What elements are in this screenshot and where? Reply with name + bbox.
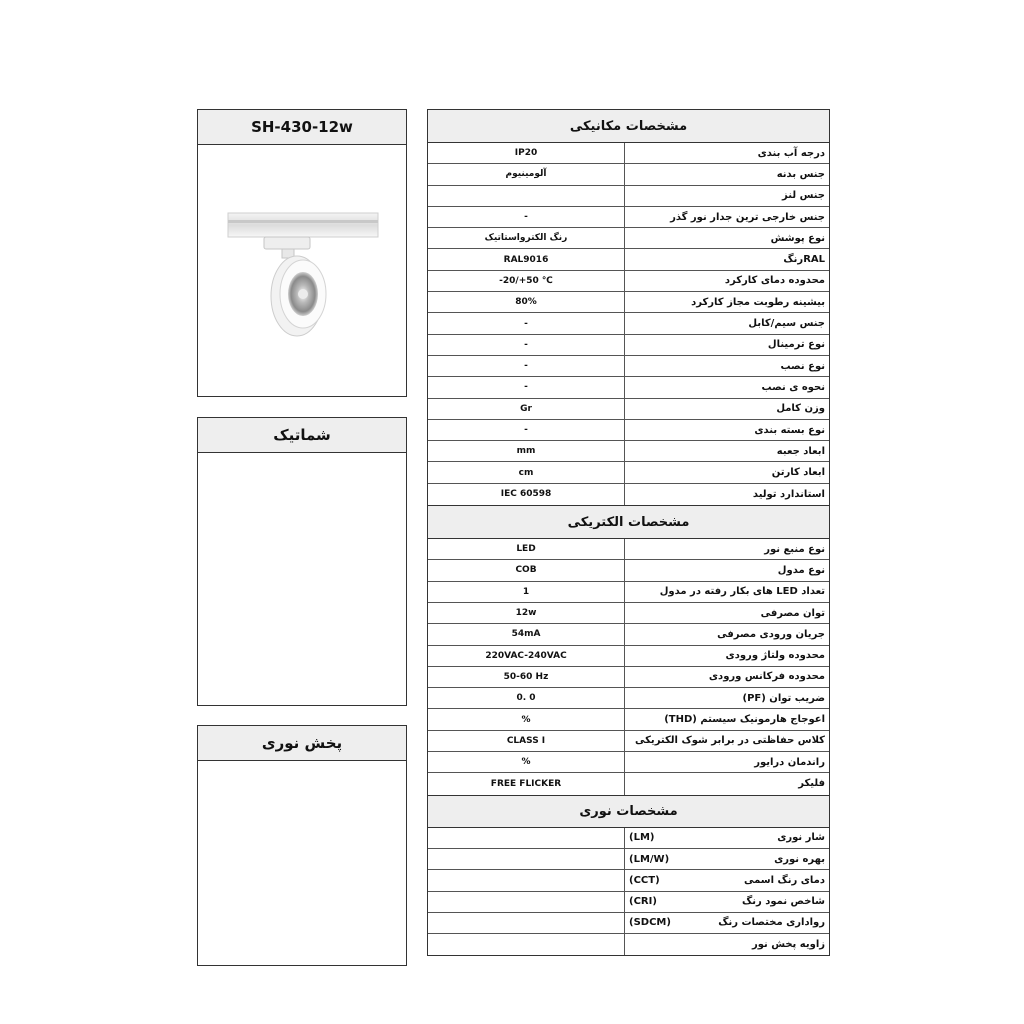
spec-label-cell (625, 560, 829, 580)
optical-row (428, 849, 829, 870)
spec-label-cell (625, 709, 829, 729)
mechanical-row (428, 377, 829, 398)
mechanical-row (428, 186, 829, 207)
spec-label: نوع منبع نور (764, 543, 825, 555)
spec-label-cell (625, 828, 829, 848)
spec-label: زاویه پخش نور (751, 939, 825, 951)
mechanical-row (428, 484, 829, 505)
spec-label: ابعاد کارتن (771, 467, 825, 479)
spec-label: جنس بدنه (776, 168, 825, 180)
electrical-row (428, 582, 829, 603)
spec-label: بیشینه رطوبت مجاز کارکرد (691, 296, 825, 308)
spec-label-cell (625, 484, 829, 505)
spec-label: نحوه ی نصب (761, 381, 825, 393)
spec-label-cell (625, 603, 829, 623)
spec-value: 0. 0 (428, 688, 625, 708)
spec-label-cell (625, 646, 829, 666)
spec-value (428, 849, 625, 869)
spec-value: % (428, 709, 625, 729)
spec-label: اعوجاج هارمونیک سیستم (THD) (664, 714, 825, 726)
mechanical-row (428, 399, 829, 420)
spec-value (428, 870, 625, 890)
spec-label-cell (625, 731, 829, 751)
spec-label: تعداد LED های بکار رفته در مدول (659, 586, 825, 598)
spec-value: CLASS I (428, 731, 625, 751)
spec-value: 1 (428, 582, 625, 602)
spec-label: دمای رنگ اسمی (743, 874, 825, 886)
spec-value: 50-60 Hz (428, 667, 625, 687)
spec-label-cell (625, 377, 829, 397)
spec-label: نوع پوشش (770, 232, 825, 244)
spec-value: - (428, 207, 625, 227)
optical-row (428, 892, 829, 913)
spec-value: FREE FLICKER (428, 773, 625, 794)
electrical-row (428, 667, 829, 688)
spec-label: توان مصرفی (760, 607, 825, 619)
optical-row (428, 934, 829, 955)
spec-value: - (428, 420, 625, 440)
spec-label: جنس سیم/کابل (748, 318, 825, 330)
spec-label: محدوده فرکانس ورودی (708, 671, 825, 683)
spec-value (428, 828, 625, 848)
spec-unit: (CRI) (629, 896, 657, 908)
spec-label-cell (625, 752, 829, 772)
spec-label: جنس لنز (782, 190, 825, 202)
spec-value: رنگ الکترواستاتیک (428, 228, 625, 248)
spec-label-cell (625, 399, 829, 419)
spec-label-cell (625, 441, 829, 461)
electrical-section-title: مشخصات الکتریکی (428, 505, 829, 539)
spec-unit: (LM) (629, 832, 655, 844)
spec-value: % (428, 752, 625, 772)
electrical-row (428, 603, 829, 624)
mechanical-row (428, 143, 829, 164)
spec-label-cell (625, 913, 829, 933)
spec-label-cell (625, 688, 829, 708)
spec-value: آلومینیوم (428, 164, 625, 184)
spec-label-cell (625, 207, 829, 227)
spec-label-cell (625, 539, 829, 559)
mechanical-row (428, 462, 829, 483)
spec-label-cell (625, 582, 829, 602)
mechanical-row (428, 335, 829, 356)
product-photo (198, 144, 406, 396)
spec-label: فلیکر (798, 778, 825, 790)
spec-value: IEC 60598 (428, 484, 625, 505)
spec-value (428, 913, 625, 933)
spec-value: 80% (428, 292, 625, 312)
spec-label-cell (625, 292, 829, 312)
spec-label-cell (625, 934, 829, 955)
spec-label: محدوده ولتاژ ورودی (725, 650, 825, 662)
spec-label-cell (625, 249, 829, 269)
spec-value: IP20 (428, 143, 625, 163)
mechanical-row (428, 356, 829, 377)
spec-label-cell (625, 462, 829, 482)
spec-value (428, 934, 625, 955)
spec-label: بهره نوری (774, 853, 825, 865)
spec-value: 12w (428, 603, 625, 623)
spec-label-cell (625, 870, 829, 890)
mechanical-row (428, 228, 829, 249)
mechanical-row (428, 271, 829, 292)
spec-label: شار نوری (777, 832, 825, 844)
spec-label: راندمان درایور (754, 756, 825, 768)
mechanical-row (428, 420, 829, 441)
optical-rows (428, 828, 829, 956)
spec-label-cell (625, 164, 829, 184)
spec-value: LED (428, 539, 625, 559)
electrical-row (428, 624, 829, 645)
electrical-row (428, 773, 829, 794)
spec-label: شاخص نمود رنگ (741, 896, 825, 908)
optical-row (428, 913, 829, 934)
spec-label: ضریب توان (PF) (742, 692, 825, 704)
electrical-row (428, 688, 829, 709)
spec-label: رواداری مختصات رنگ (718, 917, 825, 929)
electrical-rows (428, 539, 829, 795)
spec-label: جریان ورودی مصرفی (717, 628, 825, 640)
spec-label: RALرنگ (783, 254, 825, 266)
spec-value: - (428, 356, 625, 376)
spec-label: نوع ترمینال (767, 339, 825, 351)
spec-label-cell (625, 773, 829, 794)
spec-value: COB (428, 560, 625, 580)
spec-unit: (SDCM) (629, 917, 671, 929)
spec-label-cell (625, 335, 829, 355)
schematic-title: شماتیک (198, 418, 406, 453)
spec-value: - (428, 313, 625, 333)
spec-value: -20/+50 ℃ (428, 271, 625, 291)
spec-label: جنس خارجی ترین جدار نور گذر (670, 211, 825, 223)
spec-label-cell (625, 143, 829, 163)
spec-label: نوع مدول (777, 564, 825, 576)
optical-section-title: مشخصات نوری (428, 795, 829, 828)
spec-label-cell (625, 420, 829, 440)
spec-value (428, 892, 625, 912)
spec-label-cell (625, 892, 829, 912)
spec-value: 220VAC-240VAC (428, 646, 625, 666)
mechanical-row (428, 249, 829, 270)
optical-row (428, 870, 829, 891)
electrical-row (428, 539, 829, 560)
mechanical-section-title: مشخصات مکانیکی (428, 110, 829, 143)
spec-label-cell (625, 271, 829, 291)
spec-label-cell (625, 186, 829, 206)
spec-label: نوع بسته بندی (754, 424, 825, 436)
spec-value (428, 186, 625, 206)
mechanical-row (428, 313, 829, 334)
schematic-box (197, 417, 407, 706)
mechanical-row (428, 441, 829, 462)
spec-label: کلاس حفاظتی در برابر شوک الکتریکی (635, 735, 825, 747)
spec-label: نوع نصب (780, 360, 825, 372)
light-distribution-box (197, 725, 407, 966)
spec-label-cell (625, 228, 829, 248)
spec-value: mm (428, 441, 625, 461)
spec-label: درجه آب بندی (757, 147, 825, 159)
optical-row (428, 828, 829, 849)
spec-label: استاندارد تولید (752, 488, 825, 500)
light-distribution-title: پخش نوری (198, 726, 406, 761)
spec-label-cell (625, 624, 829, 644)
product-image-box (197, 109, 407, 397)
spec-value: - (428, 377, 625, 397)
electrical-row (428, 731, 829, 752)
spec-label: ابعاد جعبه (776, 445, 825, 457)
spec-value: Gr (428, 399, 625, 419)
spec-label-cell (625, 849, 829, 869)
spec-table (427, 109, 830, 956)
spec-value: RAL9016 (428, 249, 625, 269)
spec-label-cell (625, 313, 829, 333)
mechanical-row (428, 292, 829, 313)
spec-value: 54mA (428, 624, 625, 644)
electrical-row (428, 709, 829, 730)
mechanical-rows (428, 143, 829, 505)
spec-label: محدوده دمای کارکرد (724, 275, 825, 287)
spec-unit: (CCT) (629, 874, 660, 886)
electrical-row (428, 646, 829, 667)
spec-label-cell (625, 667, 829, 687)
spec-label-cell (625, 356, 829, 376)
mechanical-row (428, 164, 829, 185)
spec-unit: (LM/W) (629, 853, 670, 865)
spec-label: وزن کامل (776, 403, 825, 415)
mechanical-row (428, 207, 829, 228)
spec-value: cm (428, 462, 625, 482)
product-model: SH-430-12w (198, 110, 406, 145)
spec-value: - (428, 335, 625, 355)
electrical-row (428, 752, 829, 773)
electrical-row (428, 560, 829, 581)
